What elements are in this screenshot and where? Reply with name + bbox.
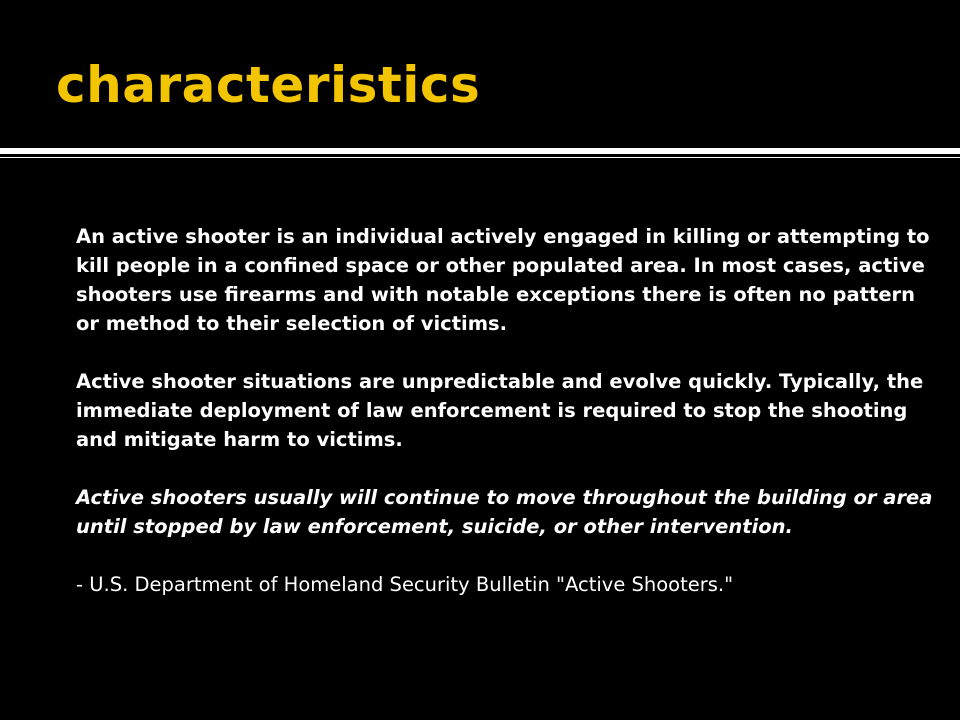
slide-body <box>76 222 936 599</box>
definition-paragraph: An active shooter is an individual actively engaged in killing or attempting to kill people in a confined space or other populated area. In most cases, active shooters use firearms and with notable exceptions there is often no pattern or method to their selection of victims. <box>76 225 930 335</box>
situation-paragraph: Active shooter situations are unpredictable and evolve quickly. Typically, the immediate deployment of law enforcement is required to stop the shooting and mitigate harm to victims. <box>76 370 924 451</box>
source-attribution: - U.S. Department of Homeland Security Bulletin "Active Shooters." <box>76 573 734 596</box>
slide-title: characteristics <box>56 56 481 114</box>
title-divider-thin <box>0 157 960 158</box>
title-divider <box>0 148 960 154</box>
behavior-paragraph: Active shooters usually will continue to move throughout the building or area until stopped by law enforcement, suicide, or other intervention. <box>76 486 933 538</box>
